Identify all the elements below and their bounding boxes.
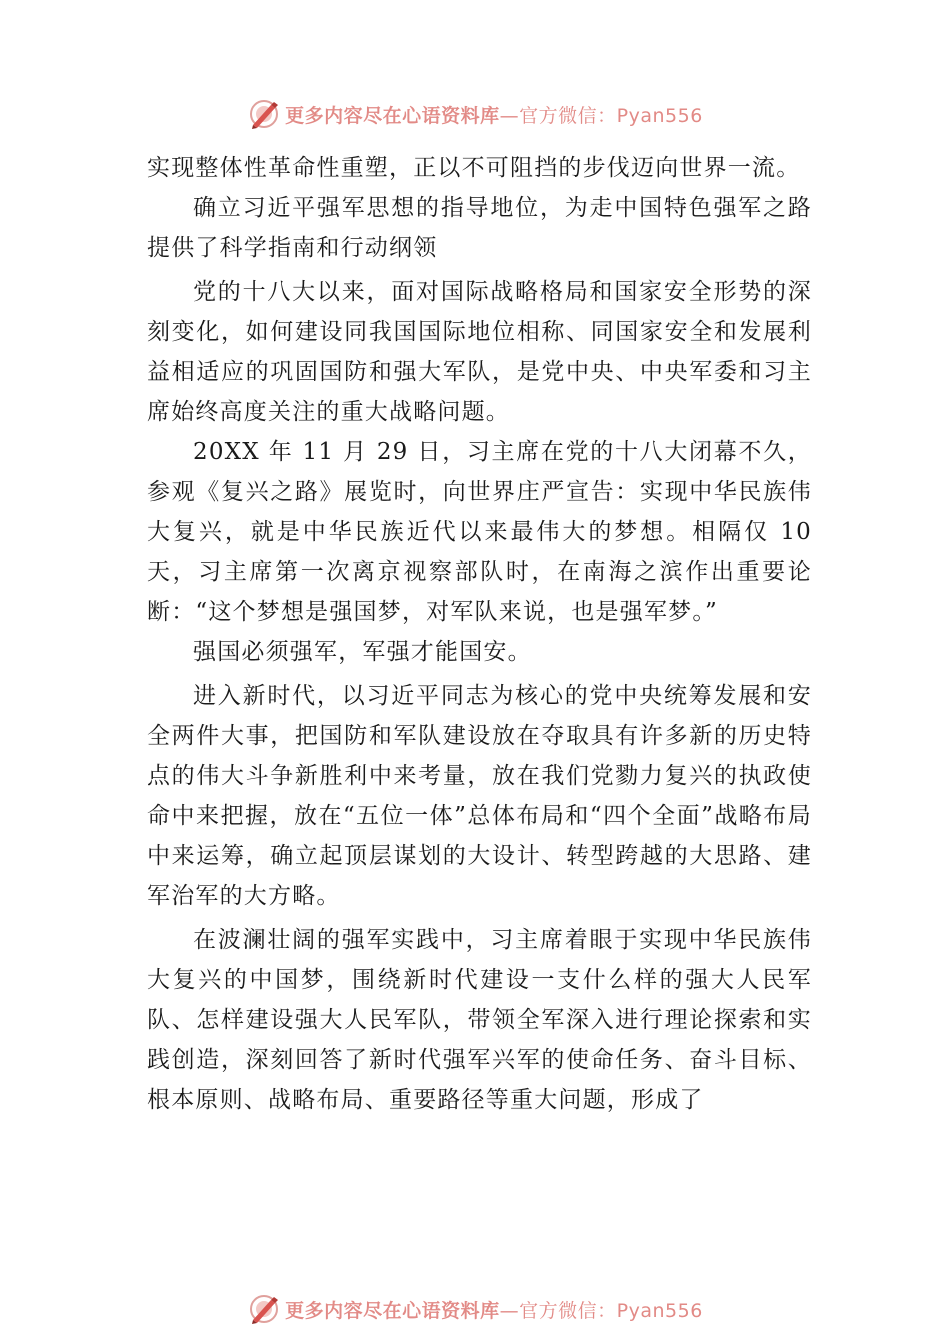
paragraph: 进入新时代，以习近平同志为核心的党中央统筹发展和安全两件大事，把国防和军队建设放在夺取具有许多新的历史特点的伟大斗争新胜利中来考量，放在我们党勠力复兴的执政使命中来把握，放在“五位一体”总体布局和“四个全面”战略布局中来运筹，确立起顶层谋划的大设计、转型跨越的大思路、建军治军的大方略。 (147, 683, 812, 909)
paragraph: 强国必须强军，军强才能国安。 (193, 639, 532, 665)
header-wechat: —官方微信：Pyan556 (499, 104, 703, 127)
paragraph: 在波澜壮阔的强军实践中，习主席着眼于实现中华民族伟大复兴的中国梦，围绕新时代建设一支什么样的强大人民军队、怎样建设强大人民军队，带领全军深入进行理论探索和实践创造，深刻回答了新时代强军兴军的使命任务、奋斗目标、根本原则、战略布局、重要路径等重大问题，形成了 (147, 927, 812, 1113)
header-site-name: 更多内容尽在心语资料库 (285, 104, 500, 127)
footer-banner (0, 1289, 950, 1329)
paragraph-continuation: 实现整体性革命性重塑，正以不可阻挡的步伐迈向世界一流。 (147, 155, 801, 181)
footer-wechat: —官方微信：Pyan556 (499, 1299, 703, 1322)
footer-site-name: 更多内容尽在心语资料库 (285, 1299, 500, 1322)
header-banner (0, 94, 950, 134)
paragraph: 20XX 年 11 月 29 日，习主席在党的十八大闭幕不久，参观《复兴之路》展览时，向世界庄严宣告：实现中华民族伟大复兴，就是中华民族近代以来最伟大的梦想。相隔仅 10 天，习主席第一次离京视察部队时，在南海之滨作出重要论断：“这个梦想是强国梦，对军队来说，也是强军梦。” (147, 439, 812, 625)
header-site-text (285, 101, 703, 128)
paragraph: 党的十八大以来，面对国际战略格局和国家安全形势的深刻变化，如何建设同我国国际地位相称、同国家安全和发展利益相适应的巩固国防和强大军队，是党中央、中央军委和习主席始终高度关注的重大战略问题。 (147, 279, 812, 425)
document-body (147, 148, 812, 1120)
pen-logo-icon (247, 97, 281, 131)
footer-site-text (285, 1296, 703, 1323)
section-heading: 确立习近平强军思想的指导地位，为走中国特色强军之路提供了科学指南和行动纲领 (147, 195, 812, 261)
pen-logo-icon (247, 1292, 281, 1326)
